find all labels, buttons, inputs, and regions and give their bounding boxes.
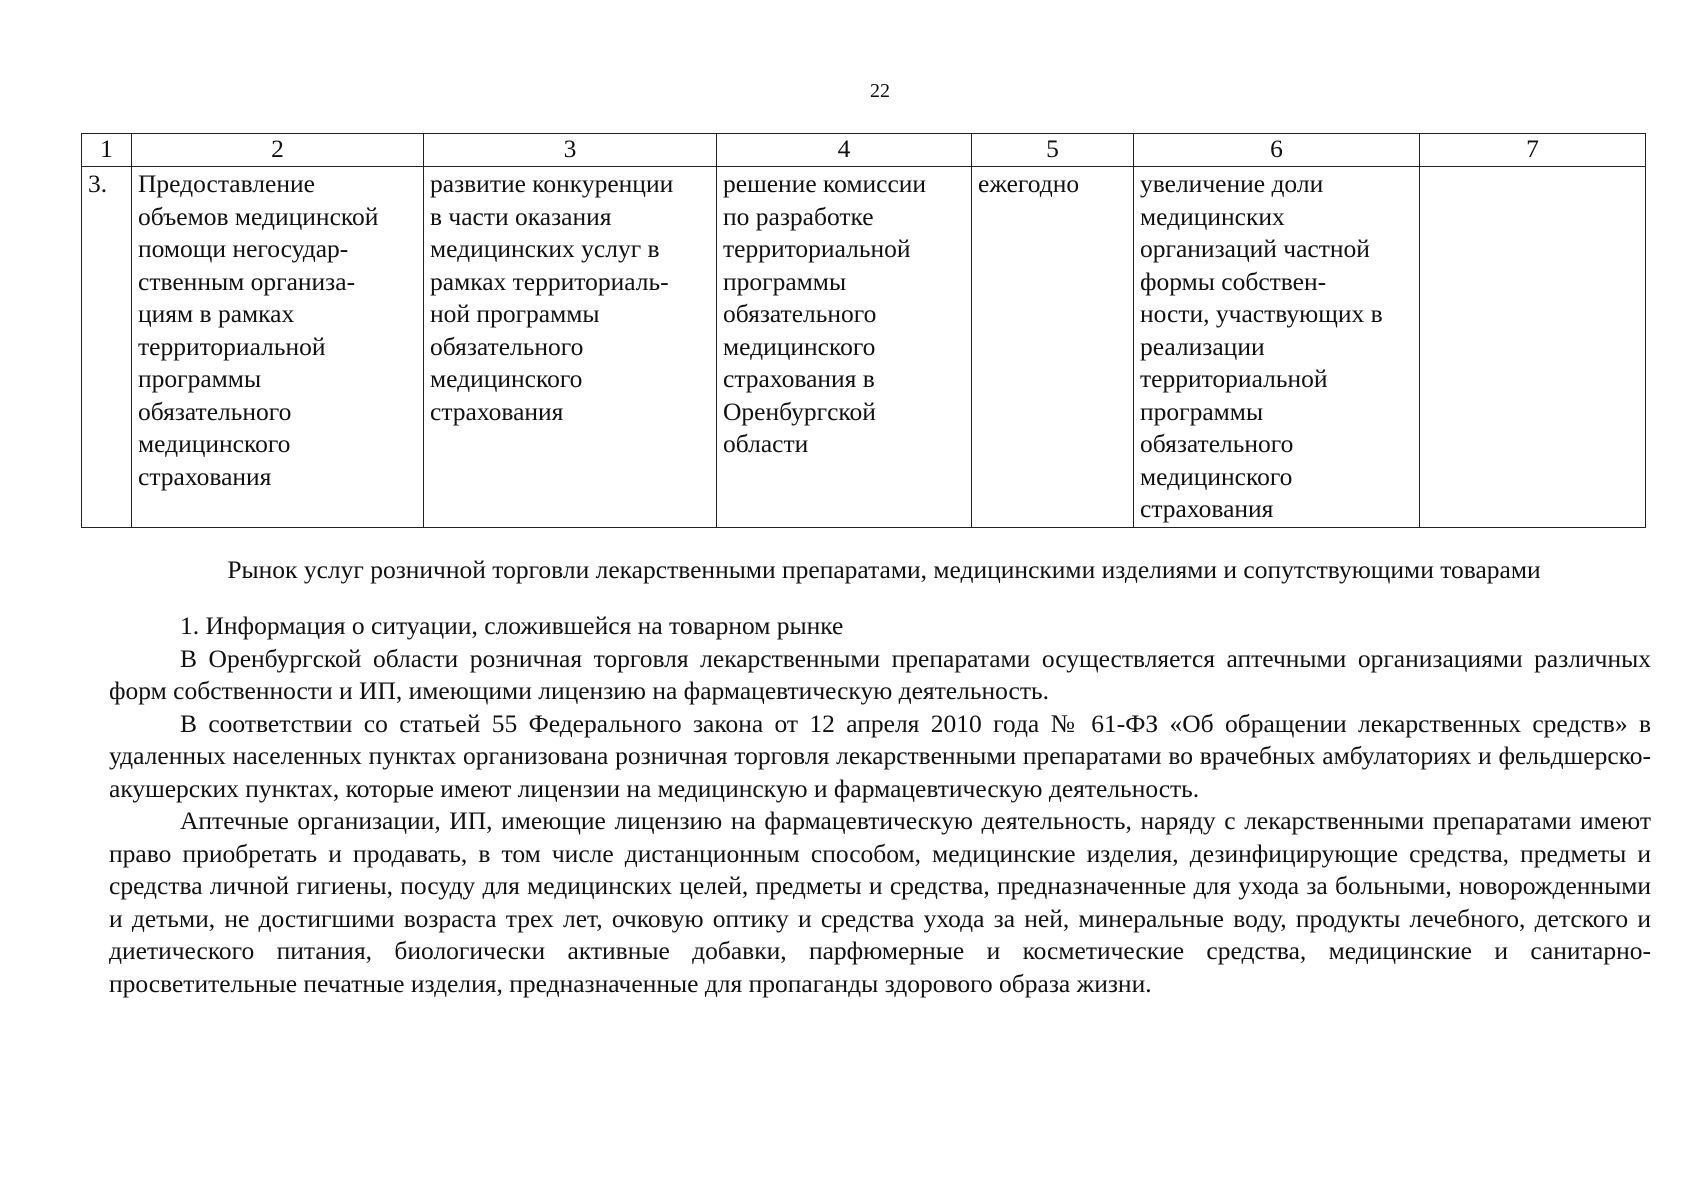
paragraph: Аптечные организации, ИП, имеющие лицензию на фармацевтическую деятельность, наряду с лекарственными препаратами имеют право приобретать и продавать, в том числе дистанционным способом, медицинские изделия, дезинфицирующие средства, предметы и средства личной гигиены, посуду для медицинских целей, предметы и средства, предназначенные для ухода за больными, новорожденными и детьми, не достигшими возраста трех лет, очковую оптику и средства ухода за ней, минеральные воду, продукты лечебного, детского и диетического питания, биологически активные добавки, парфюмерные и косметические средства, медицинские и санитарно-просветительные печатные изделия, предназначенные для пропаганды здорового образа жизни. [109, 806, 1651, 998]
section-heading: Рынок услуг розничной торговли лекарственными препаратами, медицинскими изделиями и сопутствующими товарами [227, 555, 1541, 584]
goal-cell: развитие конкуренции в части оказания медицинских услуг в рамках территориаль- ной программы обязательного медицинского страхования [424, 167, 717, 528]
table-row [82, 167, 1646, 528]
table-header-row [82, 134, 1646, 167]
measure-cell: Предоставление объемов медицинской помощи негосудар- ственным организа- циям в рамках территориальной программы обязательного медицинского страхования [132, 167, 424, 528]
column-header-7: 7 [1420, 134, 1646, 167]
measures-table [81, 133, 1646, 528]
page-number: 22 [870, 80, 890, 102]
paragraph: В соответствии со статьей 55 Федерального закона от 12 апреля 2010 года № 61-ФЗ «Об обращении лекарственных средств» в удаленных населенных пунктах организована розничная торговля лекарственными препаратами во врачебных амбулаториях и фельдшерско-акушерских пунктах, которые имеют лицензии на медицинскую и фармацевтическую деятельность. [109, 708, 1651, 803]
responsible-cell [1420, 167, 1646, 528]
deadline-cell: ежегодно [972, 167, 1134, 528]
column-header-5: 5 [972, 134, 1134, 167]
result-cell: увеличение доли медицинских организаций частной формы собствен- ности, участвующих в реализации территориальной программы обязательного медицинского страхования [1134, 167, 1420, 528]
row-number-cell: 3. [82, 167, 132, 528]
column-header-1: 1 [82, 134, 132, 167]
paragraph-subheading: 1. Информация о ситуации, сложившейся на товарном рынке [180, 611, 844, 640]
column-header-4: 4 [717, 134, 972, 167]
section-body [109, 610, 1651, 1000]
document-cell: решение комиссии по разработке территориальной программы обязательного медицинского страхования в Оренбургской области [717, 167, 972, 528]
column-header-6: 6 [1134, 134, 1420, 167]
column-header-3: 3 [424, 134, 717, 167]
paragraph: В Оренбургской области розничная торговля лекарственными препаратами осуществляется аптечными организациями различных форм собственности и ИП, имеющими лицензию на фармацевтическую деятельность. [109, 643, 1651, 705]
column-header-2: 2 [132, 134, 424, 167]
